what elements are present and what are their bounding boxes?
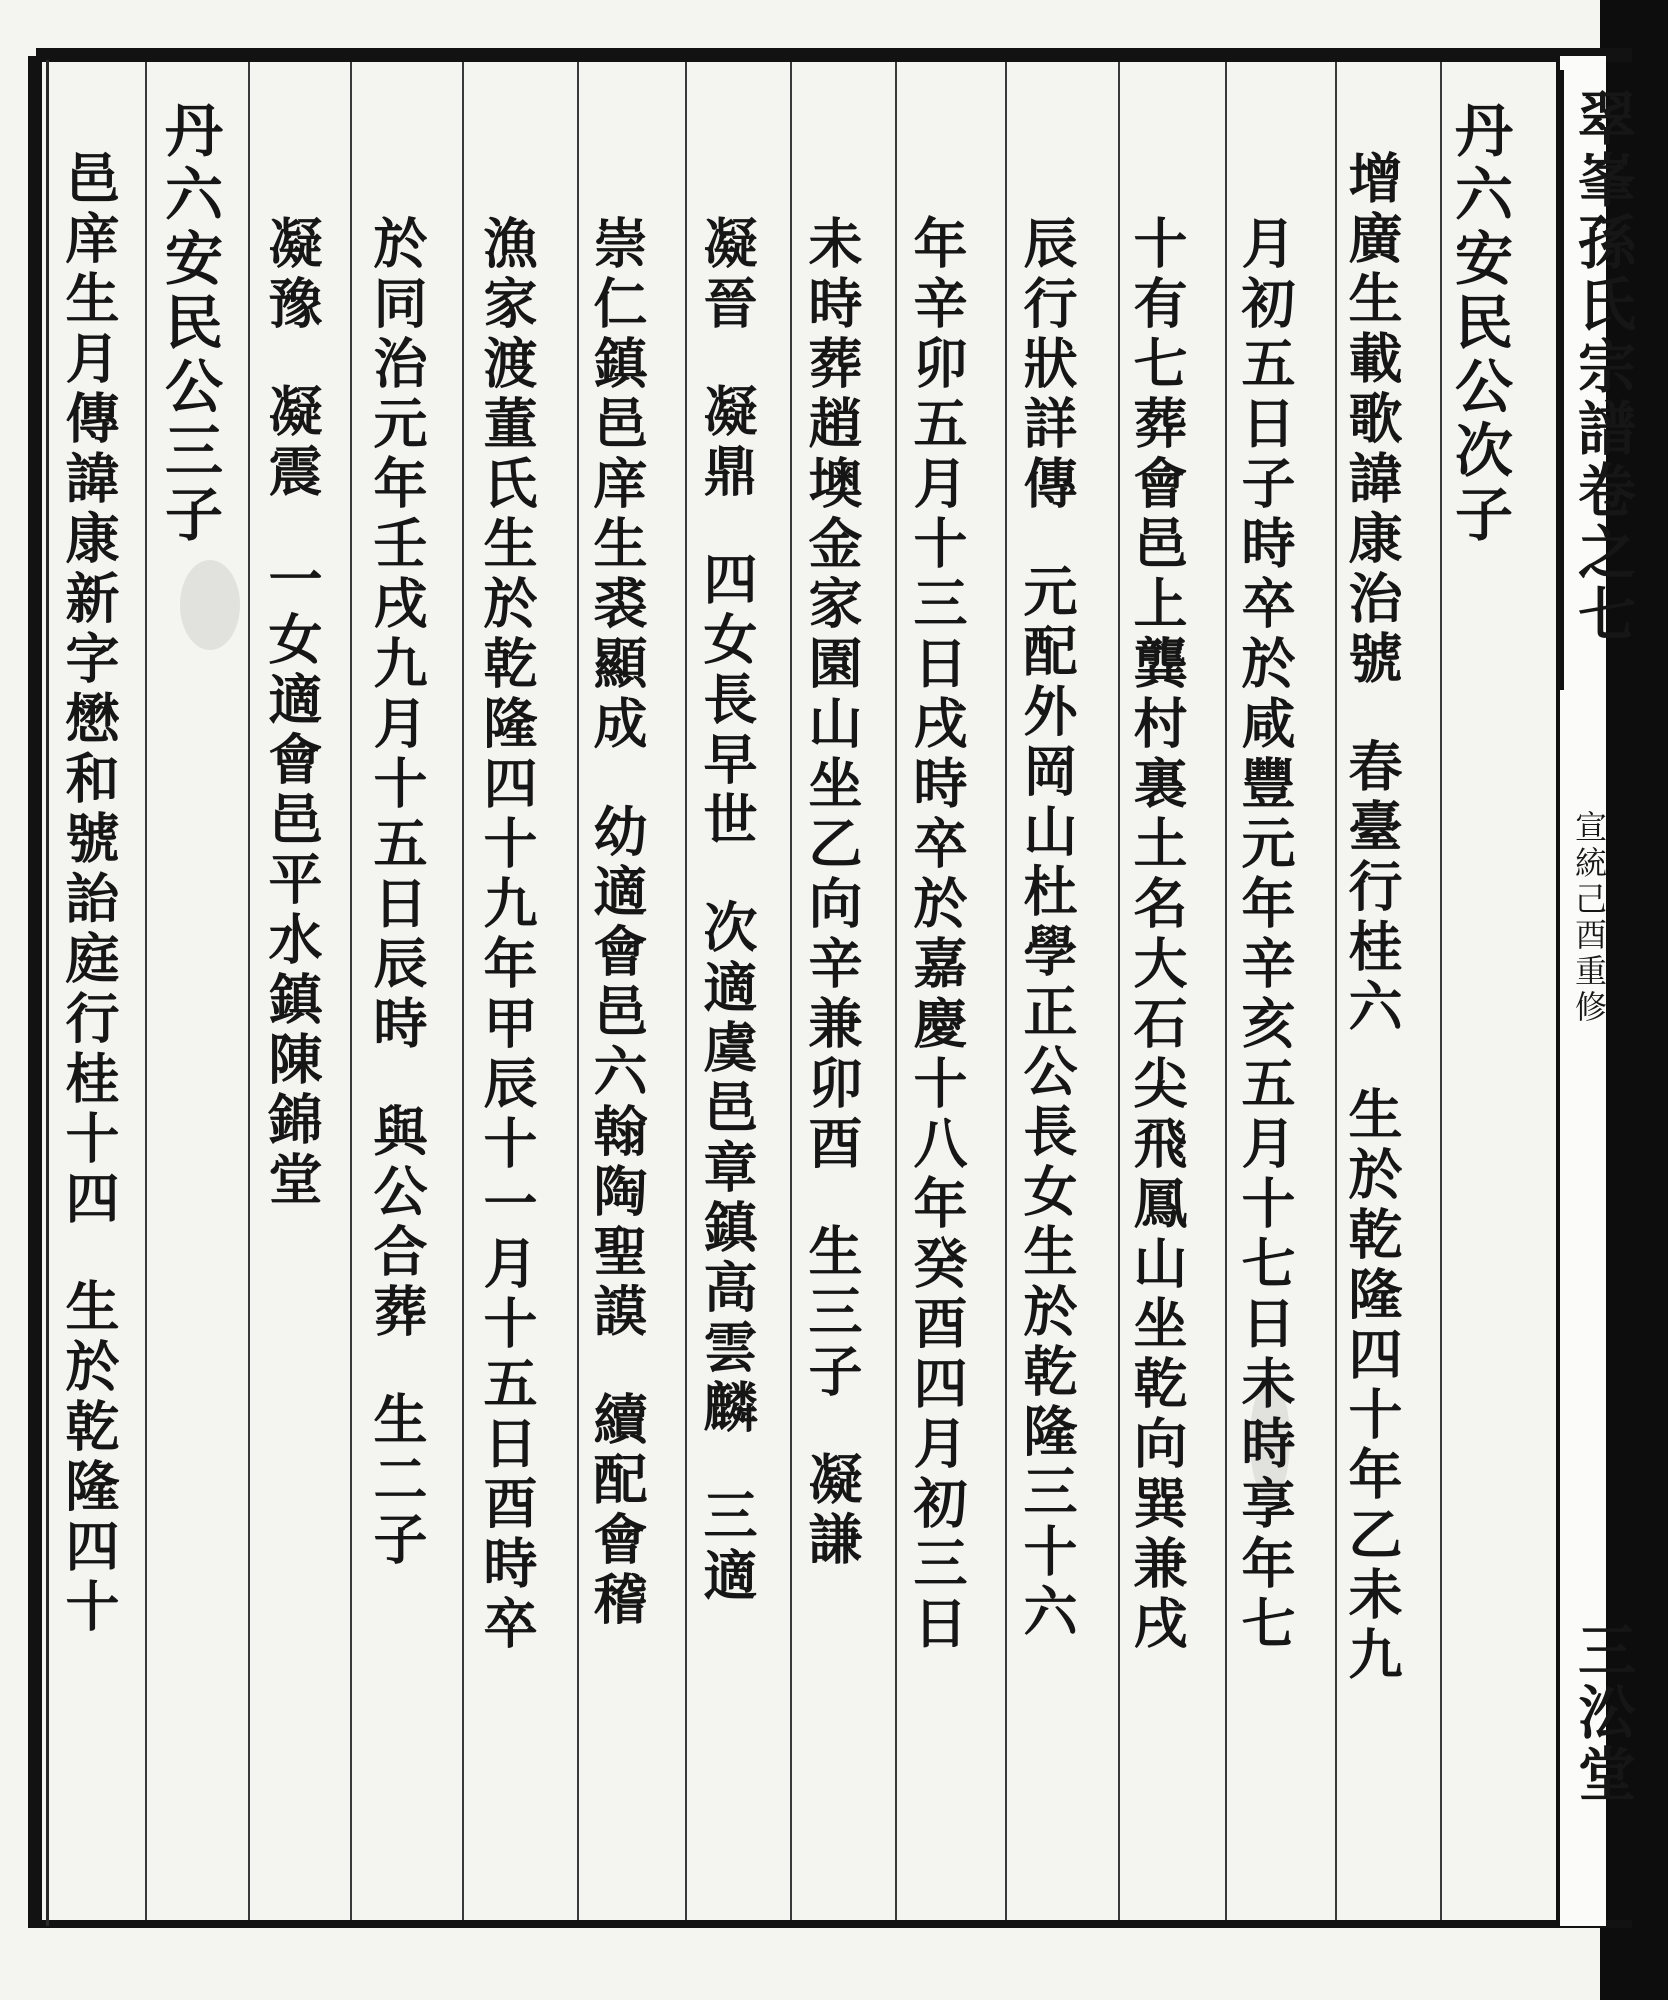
text-column-11: 於同治元年壬戌九月十五日辰時與公合葬生二子 bbox=[365, 215, 429, 1571]
text-column-1: 丹六安民公次子 bbox=[1445, 100, 1513, 548]
column-rule bbox=[685, 62, 687, 1920]
column-rule bbox=[1118, 62, 1120, 1920]
text-column-14: 邑庠生月傳諱康新字懋和號詒庭行桂十四生於乾隆四十 bbox=[57, 150, 121, 1638]
column-rule bbox=[145, 62, 147, 1920]
left-border bbox=[28, 56, 42, 1928]
bottom-border bbox=[36, 1920, 1632, 1928]
text-column-2: 增廣生載歌諱康治號春臺行桂六生於乾隆四十年乙未九 bbox=[1340, 150, 1404, 1686]
column-rule bbox=[248, 62, 250, 1920]
top-border bbox=[36, 48, 1632, 62]
text-column-3: 月初五日子時卒於咸豐元年辛亥五月十七日未時享年七 bbox=[1233, 215, 1297, 1655]
column-rule bbox=[1005, 62, 1007, 1920]
column-rule bbox=[350, 62, 352, 1920]
revision-note: 宣統己酉重修 bbox=[1570, 810, 1608, 1026]
text-column-12: 凝豫凝震一女適會邑平水鎮陳錦堂 bbox=[260, 215, 324, 1211]
text-column-4: 十有七葬會邑上龔村裏土名大石尖飛鳳山坐乾向巽兼戌 bbox=[1125, 215, 1189, 1655]
text-column-8: 凝晉凝鼎四女長早世次適虞邑章鎮高雲麟三適 bbox=[695, 215, 759, 1607]
text-column-13: 丹六安民公三子 bbox=[155, 100, 223, 548]
column-rule bbox=[1225, 62, 1227, 1920]
book-title: 翠峯孫氏宗譜卷之七 bbox=[1568, 88, 1636, 646]
ink-bleed bbox=[180, 560, 240, 650]
text-column-10: 漁家渡董氏生於乾隆四十九年甲辰十一月十五日酉時卒 bbox=[475, 215, 539, 1655]
text-column-9: 崇仁鎮邑庠生裘顯成幼適會邑六翰陶聖謨續配會稽 bbox=[585, 215, 649, 1631]
column-rule bbox=[1440, 62, 1442, 1920]
column-rule bbox=[462, 62, 464, 1920]
hall-name: 三㳂堂 bbox=[1568, 1620, 1636, 1806]
column-rule bbox=[577, 62, 579, 1920]
text-column-6: 年辛卯五月十三日戌時卒於嘉慶十八年癸酉四月初三日 bbox=[905, 215, 969, 1655]
inner-left-border bbox=[46, 60, 49, 1926]
column-rule bbox=[790, 62, 792, 1920]
text-column-7: 未時葬趙墺金家園山坐乙向辛兼卯酉生三子凝謙 bbox=[800, 215, 864, 1571]
column-rule bbox=[895, 62, 897, 1920]
column-rule bbox=[1335, 62, 1337, 1920]
text-column-5: 辰行狀詳傳元配外岡山杜學正公長女生於乾隆三十六 bbox=[1015, 215, 1079, 1643]
